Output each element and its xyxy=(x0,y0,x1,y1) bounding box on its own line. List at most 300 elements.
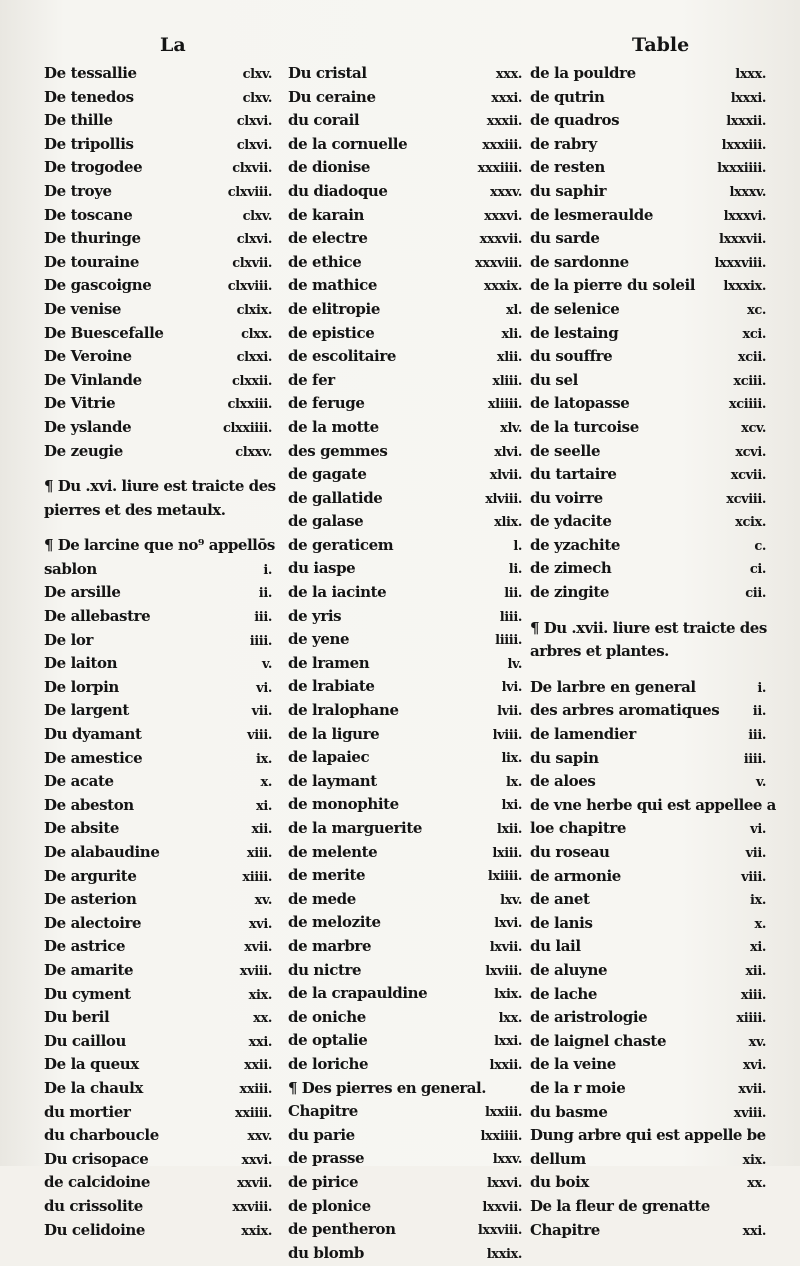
index-entry xyxy=(288,227,522,251)
entry-title: de laymant xyxy=(288,771,377,790)
entry-title: De zeugie xyxy=(44,441,123,460)
index-entry xyxy=(530,983,766,1007)
chapter-number: liii. xyxy=(499,609,522,625)
index-entry xyxy=(530,935,766,959)
chapter-number: xxiii. xyxy=(239,1081,272,1097)
index-entry xyxy=(530,534,766,558)
index-entry xyxy=(44,1101,272,1125)
entry-title: Chapitre xyxy=(530,1220,600,1239)
chapter-number: xlviii. xyxy=(485,491,522,507)
chapter-number: xxvii. xyxy=(236,1176,272,1192)
index-entry xyxy=(44,723,272,747)
entry-title-line: Dung arbre qui est appelle be xyxy=(530,1126,766,1145)
index-entry xyxy=(288,180,522,204)
entry-title: de aristrologie xyxy=(530,1008,648,1027)
index-entry xyxy=(530,770,766,794)
chapter-number: lix. xyxy=(501,751,522,767)
index-entry xyxy=(44,1219,272,1243)
entry-title: De tenedos xyxy=(44,87,134,106)
chapter-number: clxxiiii. xyxy=(222,420,272,436)
chapter-number: xlvii. xyxy=(489,468,522,484)
index-entry xyxy=(44,841,272,865)
chapter-number: lxix. xyxy=(494,987,522,1003)
chapter-number: c. xyxy=(754,538,766,554)
index-entry xyxy=(530,1053,766,1077)
entry-title: de yene xyxy=(288,630,350,649)
entry-title: du roseau xyxy=(530,843,610,861)
entry-title: des gemmes xyxy=(288,441,388,460)
chapter-number: ix. xyxy=(255,751,272,767)
index-entry xyxy=(44,180,272,204)
table-column-3 xyxy=(530,62,776,1242)
index-entry xyxy=(288,274,522,298)
table-column-1 xyxy=(44,62,276,1242)
entry-title: de seelle xyxy=(530,441,601,460)
index-entry xyxy=(288,345,522,369)
entry-title: De laiton xyxy=(44,654,118,673)
chapter-number: xxx. xyxy=(495,67,522,82)
chapter-number: lxxiiii. xyxy=(480,1128,522,1144)
section-heading: pierres et des metaulx. xyxy=(44,500,226,519)
entry-title: de karain xyxy=(288,205,364,224)
index-entry xyxy=(288,1242,522,1266)
entry-title: de zingite xyxy=(530,583,610,602)
index-entry xyxy=(530,959,766,983)
index-entry xyxy=(44,416,272,440)
entry-title: du sel xyxy=(530,370,578,389)
entry-title: de la marguerite xyxy=(288,819,422,837)
entry-title: de monophite xyxy=(288,795,399,814)
entry-title: De allebastre xyxy=(44,607,151,626)
chapter-number: ix. xyxy=(749,893,766,909)
index-entry xyxy=(288,770,522,794)
entry-title: De thuringe xyxy=(44,229,141,248)
chapter-number: xcvii. xyxy=(730,468,766,484)
chapter-number: vi. xyxy=(256,680,272,696)
chapter-number: xciii. xyxy=(733,373,766,389)
index-entry xyxy=(44,369,272,393)
index-entry xyxy=(44,865,272,889)
index-entry xyxy=(530,747,766,771)
chapter-number: xii. xyxy=(251,822,272,838)
entry-title: de lamendier xyxy=(530,725,636,744)
entry-title: Du ceraine xyxy=(288,87,376,106)
chapter-number: xxv. xyxy=(247,1129,272,1145)
entry-title: de la crapauldine xyxy=(288,984,428,1003)
entry-title: de oniche xyxy=(288,1007,366,1026)
chapter-number: iii. xyxy=(748,728,766,744)
chapter-number: vi. xyxy=(750,822,766,838)
chapter-number: clxx. xyxy=(241,326,272,342)
chapter-number: xiiii. xyxy=(242,869,272,885)
index-entry xyxy=(530,865,766,889)
entry-title: de lralophane xyxy=(288,701,399,720)
chapter-number: xviii. xyxy=(239,963,272,979)
index-entry xyxy=(288,322,522,346)
chapter-number: lxxxiiii. xyxy=(717,161,766,177)
index-entry xyxy=(44,156,272,180)
chapter-number: clxv. xyxy=(242,90,272,106)
chapter-number: ci. xyxy=(749,562,766,578)
entry-title: du blomb xyxy=(288,1243,364,1262)
entry-title: de lanis xyxy=(530,913,593,932)
entry-title: De Vitrie xyxy=(44,394,116,413)
index-entry xyxy=(44,888,272,912)
chapter-number: xvii. xyxy=(244,940,272,956)
entry-title: du nictre xyxy=(288,960,362,979)
entry-title: de aluyne xyxy=(530,960,608,979)
index-entry xyxy=(44,440,272,464)
entry-title: du parie xyxy=(288,1125,355,1144)
chapter-number: xxxv. xyxy=(489,184,522,200)
index-entry xyxy=(288,392,522,416)
spacer xyxy=(530,664,766,676)
chapter-number: xxxvi. xyxy=(484,208,522,224)
index-entry xyxy=(44,274,272,298)
index-entry xyxy=(44,86,272,110)
index-entry xyxy=(44,935,272,959)
index-entry xyxy=(288,1029,522,1053)
entry-title: Du dyamant xyxy=(44,725,142,744)
entry-title: de melente xyxy=(288,842,378,861)
entry-title: de lestaing xyxy=(530,323,619,342)
index-entry xyxy=(530,487,766,511)
entry-title-line: ¶ De larcine que no⁹ appellōs xyxy=(44,536,275,555)
index-entry xyxy=(44,1124,272,1148)
entry-title: De arsille xyxy=(44,583,121,602)
chapter-number: xviii. xyxy=(733,1105,766,1121)
entry-title: de resten xyxy=(530,158,605,177)
chapter-number: xliiii. xyxy=(487,397,522,413)
entry-title: de dionise xyxy=(288,158,371,177)
index-entry xyxy=(288,581,522,605)
chapter-number: viii. xyxy=(741,869,766,885)
chapter-number: xci. xyxy=(742,326,766,342)
chapter-number: lxxx. xyxy=(735,67,766,82)
spacer xyxy=(530,605,766,617)
entry-title: de fer xyxy=(288,370,335,389)
chapter-number: ii. xyxy=(752,704,766,720)
chapter-number: xxxvii. xyxy=(479,232,522,248)
index-entry xyxy=(288,557,522,581)
chapter-number: xxxii. xyxy=(486,114,522,130)
chapter-number: xliii. xyxy=(492,373,522,389)
entry-title: du basme xyxy=(530,1102,608,1121)
index-entry xyxy=(288,463,522,487)
index-entry xyxy=(288,156,522,180)
entry-title: de lache xyxy=(530,984,598,1003)
entry-title: des arbres aromatiques xyxy=(530,701,720,720)
entry-title: de sardonne xyxy=(530,252,629,271)
chapter-number: iiii. xyxy=(743,751,766,767)
index-entry xyxy=(288,723,522,747)
chapter-number: lxxxvii. xyxy=(719,232,766,248)
entry-title: De thille xyxy=(44,111,113,130)
index-entry xyxy=(44,983,272,1007)
index-entry xyxy=(288,416,522,440)
entry-title: de la r moie xyxy=(530,1078,626,1097)
chapter-number: xli. xyxy=(501,326,522,342)
index-entry xyxy=(530,298,766,322)
entry-title: sablon xyxy=(44,559,97,578)
running-head-right: Table xyxy=(632,34,690,56)
chapter-number: clxv. xyxy=(242,208,272,224)
chapter-number: clxvii. xyxy=(232,161,272,177)
chapter-number: xxxix. xyxy=(483,279,522,295)
index-entry xyxy=(288,959,522,983)
chapter-number: xiii. xyxy=(246,846,272,861)
entry-title: du charboucle xyxy=(44,1126,159,1145)
entry-title: de la pouldre xyxy=(530,64,636,82)
spacer xyxy=(44,463,272,475)
entry-title: de gagate xyxy=(288,465,367,484)
chapter-number: lxxvi. xyxy=(486,1175,522,1191)
chapter-number: x. xyxy=(260,775,272,791)
chapter-number: xi. xyxy=(749,940,766,956)
chapter-number: li. xyxy=(508,562,522,578)
index-entry xyxy=(288,982,522,1006)
chapter-number: xcix. xyxy=(735,515,766,531)
index-entry xyxy=(44,652,272,676)
chapter-number: lxxviii. xyxy=(477,1223,522,1239)
index-entry xyxy=(288,864,522,888)
chapter-number: xxxiii. xyxy=(482,137,522,153)
index-entry xyxy=(288,605,522,629)
entry-title: De touraine xyxy=(44,252,139,271)
index-entry xyxy=(530,1148,766,1172)
index-entry xyxy=(288,911,522,935)
chapter-number: xxxi. xyxy=(491,90,522,106)
entry-title: De yslande xyxy=(44,417,132,436)
entry-title: De tessallie xyxy=(44,64,137,82)
index-entry xyxy=(44,298,272,322)
index-entry xyxy=(44,912,272,936)
entry-title: du saphir xyxy=(530,181,607,200)
entry-title: De venise xyxy=(44,299,122,318)
index-entry xyxy=(288,1218,522,1242)
entry-title: de gallatide xyxy=(288,488,383,507)
entry-title-line: de vne herbe qui est appellee a xyxy=(530,795,776,814)
index-entry xyxy=(530,251,766,275)
index-entry xyxy=(288,675,522,699)
index-entry xyxy=(288,204,522,228)
chapter-number: lxxii. xyxy=(489,1057,522,1073)
chapter-number: x. xyxy=(754,916,766,932)
chapter-number: lxxiii. xyxy=(485,1105,522,1121)
index-entry xyxy=(44,959,272,983)
chapter-number: clxxv. xyxy=(235,444,272,460)
index-entry xyxy=(288,534,522,558)
entry-title: Du celidoine xyxy=(44,1220,146,1239)
chapter-number: l. xyxy=(513,538,522,554)
chapter-number: clxviii. xyxy=(227,184,272,200)
spacer xyxy=(44,522,272,534)
chapter-number: ii. xyxy=(258,586,272,602)
chapter-number: i. xyxy=(757,680,766,696)
entry-title: De amestice xyxy=(44,748,143,767)
entry-title: de loriche xyxy=(288,1054,369,1073)
chapter-number: lxv. xyxy=(500,892,522,908)
chapter-number: lxxxiii. xyxy=(721,137,766,153)
index-entry xyxy=(44,1053,272,1077)
index-entry xyxy=(44,1195,272,1219)
index-entry xyxy=(530,274,766,298)
index-entry xyxy=(530,227,766,251)
chapter-number: clxxiii. xyxy=(227,397,272,413)
entry-title: de ethice xyxy=(288,252,362,271)
index-entry xyxy=(288,109,522,133)
entry-title: Du caillou xyxy=(44,1031,126,1050)
entry-title: du iaspe xyxy=(288,559,356,578)
index-entry xyxy=(530,888,766,912)
entry-title: de lesmeraulde xyxy=(530,205,654,224)
index-entry xyxy=(288,1195,522,1219)
index-entry xyxy=(288,86,522,110)
entry-title: De Buescefalle xyxy=(44,323,164,342)
chapter-number: clxxi. xyxy=(236,350,272,366)
entry-title: de mede xyxy=(288,889,356,908)
chapter-number: lii. xyxy=(504,586,522,602)
index-entry xyxy=(288,746,522,770)
entry-title: De la queux xyxy=(44,1055,139,1074)
index-entry xyxy=(44,204,272,228)
section-heading: arbres et plantes. xyxy=(530,642,669,661)
chapter-number: xxxiiii. xyxy=(477,161,522,177)
index-entry xyxy=(288,1147,522,1171)
index-entry xyxy=(530,62,766,86)
chapter-number: xc. xyxy=(747,302,766,318)
chapter-number: xx. xyxy=(253,1011,272,1027)
index-entry xyxy=(530,557,766,581)
index-entry xyxy=(44,817,272,841)
chapter-number: xlix. xyxy=(494,515,522,531)
entry-title: de marbre xyxy=(288,936,372,955)
entry-title: du mortier xyxy=(44,1102,131,1121)
chapter-number: lxvii. xyxy=(489,939,522,955)
entry-title: dellum xyxy=(530,1149,586,1168)
chapter-number: iiii. xyxy=(249,633,272,649)
chapter-number: xxii. xyxy=(244,1058,272,1074)
entry-title: De astrice xyxy=(44,937,126,956)
entry-title: de rabry xyxy=(530,134,597,153)
table-column-2 xyxy=(288,62,522,1265)
entry-title: de yzachite xyxy=(530,535,621,554)
entry-title: De acate xyxy=(44,772,114,791)
index-entry xyxy=(44,581,272,605)
chapter-number: lxii. xyxy=(496,822,522,837)
chapter-number: xiiii. xyxy=(736,1011,766,1027)
entry-title: de laignel chaste xyxy=(530,1031,667,1050)
index-entry xyxy=(288,1124,522,1148)
running-head-left: La xyxy=(160,34,186,56)
chapter-number: lxxxvi. xyxy=(723,208,766,224)
chapter-number: lvii. xyxy=(497,704,522,720)
index-entry xyxy=(44,1006,272,1030)
index-entry xyxy=(44,109,272,133)
chapter-number: lx. xyxy=(505,774,522,790)
index-entry xyxy=(44,62,272,86)
entry-title: de la turcoise xyxy=(530,417,639,436)
chapter-number: lxvi. xyxy=(494,916,522,932)
entry-title-line: De la fleur de grenatte xyxy=(530,1196,710,1215)
entry-title: de geraticem xyxy=(288,535,394,554)
entry-title: De troye xyxy=(44,181,112,200)
index-entry xyxy=(288,251,522,275)
index-entry xyxy=(530,86,766,110)
entry-title: De abeston xyxy=(44,795,134,814)
entry-title: de calcidoine xyxy=(44,1173,151,1192)
entry-title: De Veroine xyxy=(44,347,132,366)
entry-title: de epistice xyxy=(288,323,375,342)
chapter-number: lxxxii. xyxy=(726,114,766,130)
entry-title: Du cristal xyxy=(288,64,367,82)
index-entry xyxy=(530,1219,766,1243)
chapter-number: lxxxix. xyxy=(723,279,766,295)
index-entry xyxy=(44,699,272,723)
index-entry xyxy=(530,581,766,605)
chapter-number: lviii. xyxy=(492,727,522,743)
index-entry xyxy=(44,345,272,369)
chapter-number: xxix. xyxy=(241,1223,272,1239)
index-entry xyxy=(288,133,522,157)
section-heading: ¶ Du .xvii. liure est traicte des xyxy=(530,618,767,637)
index-entry xyxy=(530,463,766,487)
chapter-number: lxiii. xyxy=(492,845,522,861)
index-entry xyxy=(530,1101,766,1125)
index-entry xyxy=(288,298,522,322)
chapter-number: xcviii. xyxy=(726,491,766,507)
index-entry xyxy=(288,935,522,959)
chapter-number: xxvi. xyxy=(241,1152,272,1168)
index-entry xyxy=(44,1030,272,1054)
entry-title: De lor xyxy=(44,630,93,649)
entry-title: de galase xyxy=(288,512,364,531)
entry-title: Chapitre xyxy=(288,1102,358,1121)
index-entry xyxy=(288,888,522,912)
index-entry xyxy=(44,1171,272,1195)
entry-title: de la veine xyxy=(530,1055,616,1074)
chapter-number: xxiiii. xyxy=(235,1105,272,1121)
entry-title: de latopasse xyxy=(530,394,630,413)
entry-title: de melozite xyxy=(288,913,381,932)
chapter-number: vii. xyxy=(251,704,272,720)
entry-title: du boix xyxy=(530,1173,589,1192)
entry-title: Du crisopace xyxy=(44,1149,149,1168)
index-entry xyxy=(44,629,272,653)
index-entry xyxy=(530,1171,766,1195)
chapter-number: clxvi. xyxy=(236,137,272,153)
index-entry xyxy=(530,180,766,204)
entry-title: de pirice xyxy=(288,1172,359,1191)
section-heading: ¶ Des pierres en general. xyxy=(288,1078,486,1097)
index-entry xyxy=(44,1077,272,1101)
chapter-number: xiii. xyxy=(740,987,766,1003)
index-entry xyxy=(530,699,766,723)
chapter-number: lxxvii. xyxy=(482,1199,522,1215)
index-entry xyxy=(530,1030,766,1054)
index-entry xyxy=(44,251,272,275)
entry-title: De la chaulx xyxy=(44,1078,143,1097)
chapter-number: xix. xyxy=(248,987,272,1003)
index-entry xyxy=(530,204,766,228)
entry-title: du corail xyxy=(288,111,360,130)
chapter-number: lxxix. xyxy=(486,1246,522,1262)
entry-title: de plonice xyxy=(288,1196,371,1215)
chapter-number: v. xyxy=(262,657,272,673)
chapter-number: lxxi. xyxy=(494,1034,522,1050)
entry-title: de feruge xyxy=(288,394,365,413)
chapter-number: lxi. xyxy=(501,798,522,814)
